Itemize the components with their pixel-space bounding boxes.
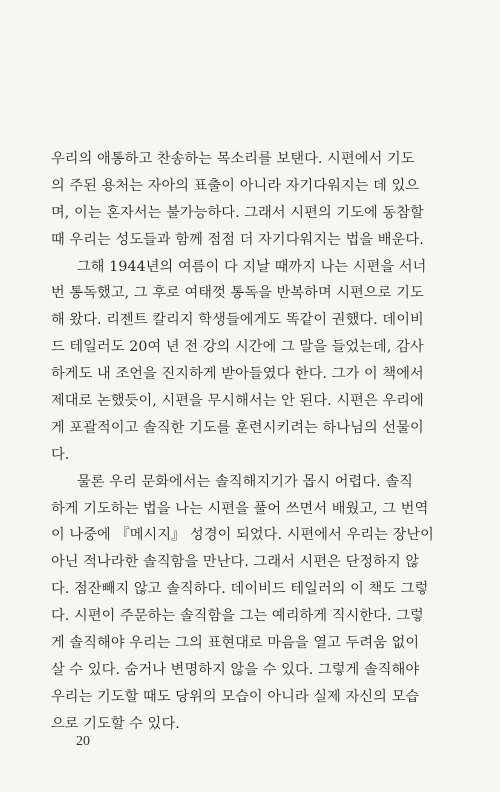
text-line: 물론 우리 문화에서는 솔직해지기가 몹시 어렵다. 솔직 (77, 473, 413, 490)
text-line: 드 테일러도 20여 년 전 강의 시간에 그 말을 들었는데, 감사 (51, 339, 424, 356)
text-line: 다. 점잔빼지 않고 솔직하다. 데이비드 테일러의 이 책도 그렇 (51, 581, 429, 598)
text-line: 우리의 애통하고 찬송하는 목소리를 보탠다. 시편에서 기도 (51, 151, 415, 167)
text-line: 아닌 적나라한 솔직함을 만난다. 그래서 시편은 단정하지 않 (51, 554, 420, 571)
text-line: 우리는 기도할 때도 당위의 모습이 아니라 실제 자신의 모습 (51, 688, 420, 705)
text-line: 게 솔직해야 우리는 그의 표현대로 마음을 열고 두려움 없이 (51, 635, 420, 652)
text-line: 으로 기도할 수 있다. (51, 715, 180, 732)
text-line: 의 주된 용처는 자아의 표출이 아니라 자기다워지는 데 있으 (51, 177, 420, 194)
text-line: 게 포괄적이고 솔직한 기도를 훈련시키려는 하나님의 선물이 (51, 419, 424, 436)
text-line: 다. 시편이 주문하는 솔직함을 그는 예리하게 직시한다. 그렇 (51, 608, 424, 625)
body-text (51, 146, 451, 738)
text-line: 그해 1944년의 여름이 다 지날 때까지 나는 시편을 서너 (77, 258, 427, 275)
text-line: 때 우리는 성도들과 함께 점점 더 자기다워지는 법을 배운다. (51, 231, 424, 248)
text-line: 하게도 내 조언을 진지하게 받아들였다 한다. 그가 이 책에서 (51, 366, 424, 383)
text-line: 번 통독했고, 그 후로 여태껏 통독을 반복하며 시편으로 기도 (51, 285, 424, 302)
page-number: 20 (76, 734, 90, 749)
text-line: 제대로 논했듯이, 시편을 무시해서는 안 된다. 시편은 우리에 (51, 393, 424, 410)
text-line: 며, 이는 혼자서는 불가능하다. 그래서 시편의 기도에 동참할 (51, 204, 424, 221)
text-line: 해 왔다. 리젠트 칼리지 학생들에게도 똑같이 권했다. 데이비 (51, 312, 424, 329)
text-line: 다. (51, 446, 70, 463)
text-line: 살 수 있다. 숨거나 변명하지 않을 수 있다. 그렇게 솔직해야 (51, 661, 420, 678)
text-line: 하게 기도하는 법을 나는 시편을 풀어 쓰면서 배웠고, 그 번역 (51, 500, 429, 517)
text-line: 이 나중에 『메시지』 성경이 되었다. 시편에서 우리는 장난이 (51, 527, 434, 544)
